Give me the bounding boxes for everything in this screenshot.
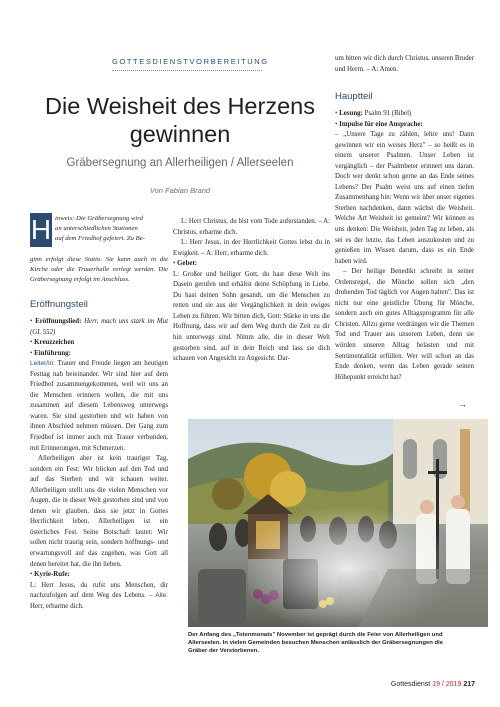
column-1-body: [30, 317, 168, 612]
issue-number: 19 / 2019: [432, 681, 462, 688]
intro-line: inweis: Die Gräbersegnung wird: [55, 215, 143, 222]
bullet-label: Eröffnungslied:: [35, 318, 82, 325]
bullet-label: Lesung:: [339, 110, 363, 117]
speaker-label: Alle:: [155, 592, 168, 600]
cemetery-photo-illustration: [188, 419, 488, 627]
bullet-label: Kreuzzeichen: [34, 339, 75, 347]
intro-line: auf dem Friedhof gefeiert. Zu Be-: [55, 235, 145, 243]
list-item: • Kyrie-Rufe:: [30, 571, 70, 579]
column-3-body: [335, 109, 474, 383]
title-line-1: Die Weisheit des Herzens: [45, 93, 315, 119]
paragraph: [30, 359, 168, 454]
heading-eroeffnungsteil: Eröffnungsteil: [30, 299, 88, 310]
intro-line: an unterschiedlichen Stationen: [55, 225, 138, 233]
bullet-text: Psalm 91 (Bibel): [362, 110, 412, 117]
list-item: • Lesung: Psalm 91 (Bibel): [335, 110, 412, 117]
kyrie-response: Herr, erbarme dich.: [30, 602, 84, 610]
paragraph: [30, 581, 168, 613]
article-title: [30, 92, 330, 148]
list-item: • Eröffnungslied: Herr, mach uns stark im Mut (GL 552): [30, 318, 168, 336]
bullet-text: Herr, mach uns stark im Mut (GL 552): [30, 318, 168, 336]
list-item: • Gebet:: [173, 260, 198, 268]
page-footer: [380, 681, 475, 688]
intro-text-rest: ginn erfolgt diese Statio. Sie kann auch in die Kirche oder die Trauerhalle verlegt werden. Die Gräbersegnung erfolgt im Anschluss.: [30, 256, 168, 284]
paragraph: – Der heilige Benedikt schreibt in seiner Ordensregel, die Mönche sollen sich „den drohenden Tod täglich vor Augen halten". Das ist nicht nur eine geistliche Übung für Mönche, sondern auch ein gutes Alltagsprogramm für alle Christen. Allzu gerne verdrängen wir die Themen Tod und Trauer aus unserem Leben, denn sie würden unseren Alltag belasten und mit Sentimentalität erfüllen. Wer will schon an das Ende denken, wenn das Leben gerade seinen Höhepunkt erreicht hat?: [335, 268, 474, 381]
title-line-2: gewinnen: [129, 121, 231, 147]
section-kicker: GOTTESDIENSTVORBEREITUNG: [112, 57, 269, 66]
list-item: • Einführung:: [30, 349, 71, 357]
paragraph: – „Unsere Tage zu zählen, lehre uns! Dann gewinnen wir ein weises Herz" – so heißt es in einem unserer Psalmen. Unser Leben ist vergänglich – der Psalmbeter erinnert uns daran. Doch wer denkt schon gerne an das Ende seines Lebens? Der Psalm weist uns auf einen tiefen Zusammenhang hin: Wenn wir über unser eigenes Sterben nachdenken, dann wächst die Weisheit. Welche Art Weisheit ist gemeint? Wir können es uns denken: Die Weisheit, jeden Tag zu leben, als sei es der letzte, das Leben auszukosten und zu genießen im Wissen darum, dass es ein Ende haben wird.: [335, 131, 474, 265]
list-item: • Kreuzzeichen: [30, 339, 75, 347]
paragraph: Allerheiligen aber ist kein trauriger Tag, sondern ein Fest: Wir blicken auf den Tod und auf das Sterben und wir schauen weiter. Allerheiligen stellt uns die vielen Menschen vor Augen, die in dieser Welt gestorben sind und von denen wir glauben, dass sie jetzt in Gottes Herrlichkeit leben. Allerheiligen ist ein österliches Fest. Seine Botschaft lautet: Wir sollen nicht traurig sein, sondern hoffnungs- und erwartungsvoll auf das zugehen, was Gott all denen bereitet hat, die ihn lieben.: [30, 455, 168, 568]
bullet-label: Impulse für eine Ansprache:: [339, 120, 423, 128]
speaker-label: Leiter/in:: [30, 360, 55, 368]
kicker-divider: [112, 70, 262, 71]
magazine-name: Gottesdienst: [390, 681, 433, 688]
heading-hauptteil: Hauptteil: [335, 91, 373, 102]
paragraph: L: Großer und heiliger Gott, du hast diese Welt ins Dasein gerufen und erhältst deine Schöpfung in Liebe. Du hast deinen Sohn gesandt, um die Menschen zu retten und sie aus der Vergänglichkeit in dein ewiges Leben zu führen. Wir bitten dich, Gott: Stärke in uns die Hoffnung, dass wir auf dem Weg durch die Zeit zu dir hin unterwegs sind. Nimm alle, die in dieser Welt gestorben sind, auf in dein Reich und lass sie dich schauen von Angesicht zu Angesicht. Dar-: [173, 270, 330, 363]
column-3-top: um bitten wir dich durch Christus, unseren Bruder und Herrn. – A: Amen.: [335, 55, 474, 73]
byline: Von Fabian Brand: [149, 186, 211, 195]
kyrie-text: L: Herr Jesus, du rufst uns Menschen, dir nachzufolgen auf dem Weg des Lebens. –: [30, 581, 168, 600]
column-2-body: [173, 217, 330, 365]
photo-caption: Der Anfang des „Totenmonats" November ist geprägt durch die Feier von Allerheiligen und Allerseelen. In vielen Gemeinden besuchen Menschen anlässlich der Gräbersegnungen die Gräber der Verstorbenen.: [188, 632, 444, 655]
bullet-label: Kyrie-Rufe:: [34, 571, 70, 579]
list-item: • Impulse für eine Ansprache:: [335, 120, 423, 128]
bullet-label: Gebet:: [177, 260, 198, 268]
paragraph-text: Trauer und Freude liegen am heutigen Festtag nah beieinander. Wir sind hier auf dem Friedhof zusammengekommen, weil wir uns an die Menschen erinnern wollen, die mit uns zusammen auf diesem Lebensweg unterwegs waren. Sie sind gestorben und wir haben von ihnen Abschied nehmen müssen. Der Gang zum Friedhof ist immer auch mit Trauer verbunden, mit Erinnerungen, mit Schmerzen.: [30, 360, 168, 452]
paragraph: L: Herr Christus, du bist vom Tode auferstanden. – A: Christus, erbarme dich.: [173, 218, 330, 236]
article-subtitle: Gräbersegnung an Allerheiligen / Allerseelen: [66, 157, 294, 169]
continue-arrow-icon: →: [458, 399, 467, 409]
drop-cap: H: [30, 214, 52, 245]
paragraph: L: Herr Jesus, in der Herrlichkeit Gottes lebst du in Ewigkeit. – A: Herr, erbarme dich.: [173, 239, 330, 257]
bullet-label: Einführung:: [34, 349, 71, 357]
page-number: 217: [461, 681, 475, 688]
cemetery-photo: [188, 419, 488, 627]
intro-text-top: [55, 214, 168, 245]
